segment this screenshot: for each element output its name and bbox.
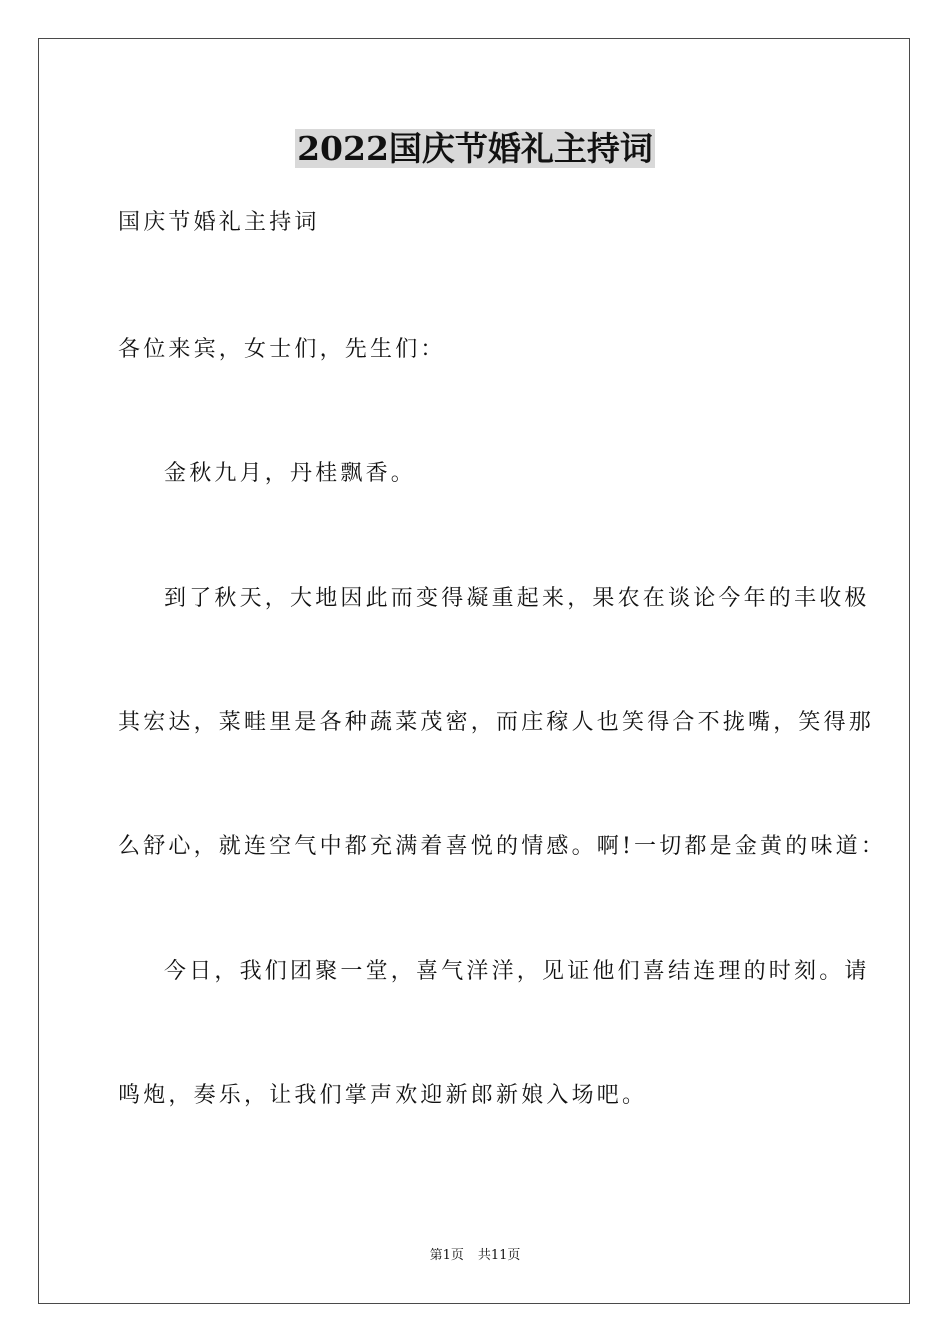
page-total: 共11页 bbox=[477, 1248, 521, 1263]
greeting-line: 各位来宾，女士们，先生们： bbox=[118, 337, 446, 362]
paragraph-line-4: 么舒心，就连空气中都充满着喜悦的情感。啊!一切都是金黄的味道： bbox=[118, 834, 887, 859]
document-title-text: 2022国庆节婚礼主持词 bbox=[297, 129, 653, 168]
paragraph-line-6: 鸣炮，奏乐，让我们掌声欢迎新郎新娘入场吧。 bbox=[118, 1083, 648, 1108]
paragraph-line-1: 金秋九月，丹桂飘香。 bbox=[164, 461, 417, 486]
paragraph-line-2: 到了秋天，大地因此而变得凝重起来，果农在谈论今年的丰收极 bbox=[164, 586, 870, 611]
paragraph-line-3: 其宏达，菜畦里是各种蔬菜茂密，而庄稼人也笑得合不拢嘴，笑得那 bbox=[118, 710, 875, 735]
paragraph-line-5: 今日，我们团聚一堂，喜气洋洋，见证他们喜结连理的时刻。请 bbox=[164, 959, 870, 984]
document-title bbox=[0, 126, 950, 172]
page-number: 第1页 bbox=[429, 1248, 464, 1263]
page-footer bbox=[0, 1247, 950, 1265]
subtitle-line: 国庆节婚礼主持词 bbox=[118, 210, 320, 235]
